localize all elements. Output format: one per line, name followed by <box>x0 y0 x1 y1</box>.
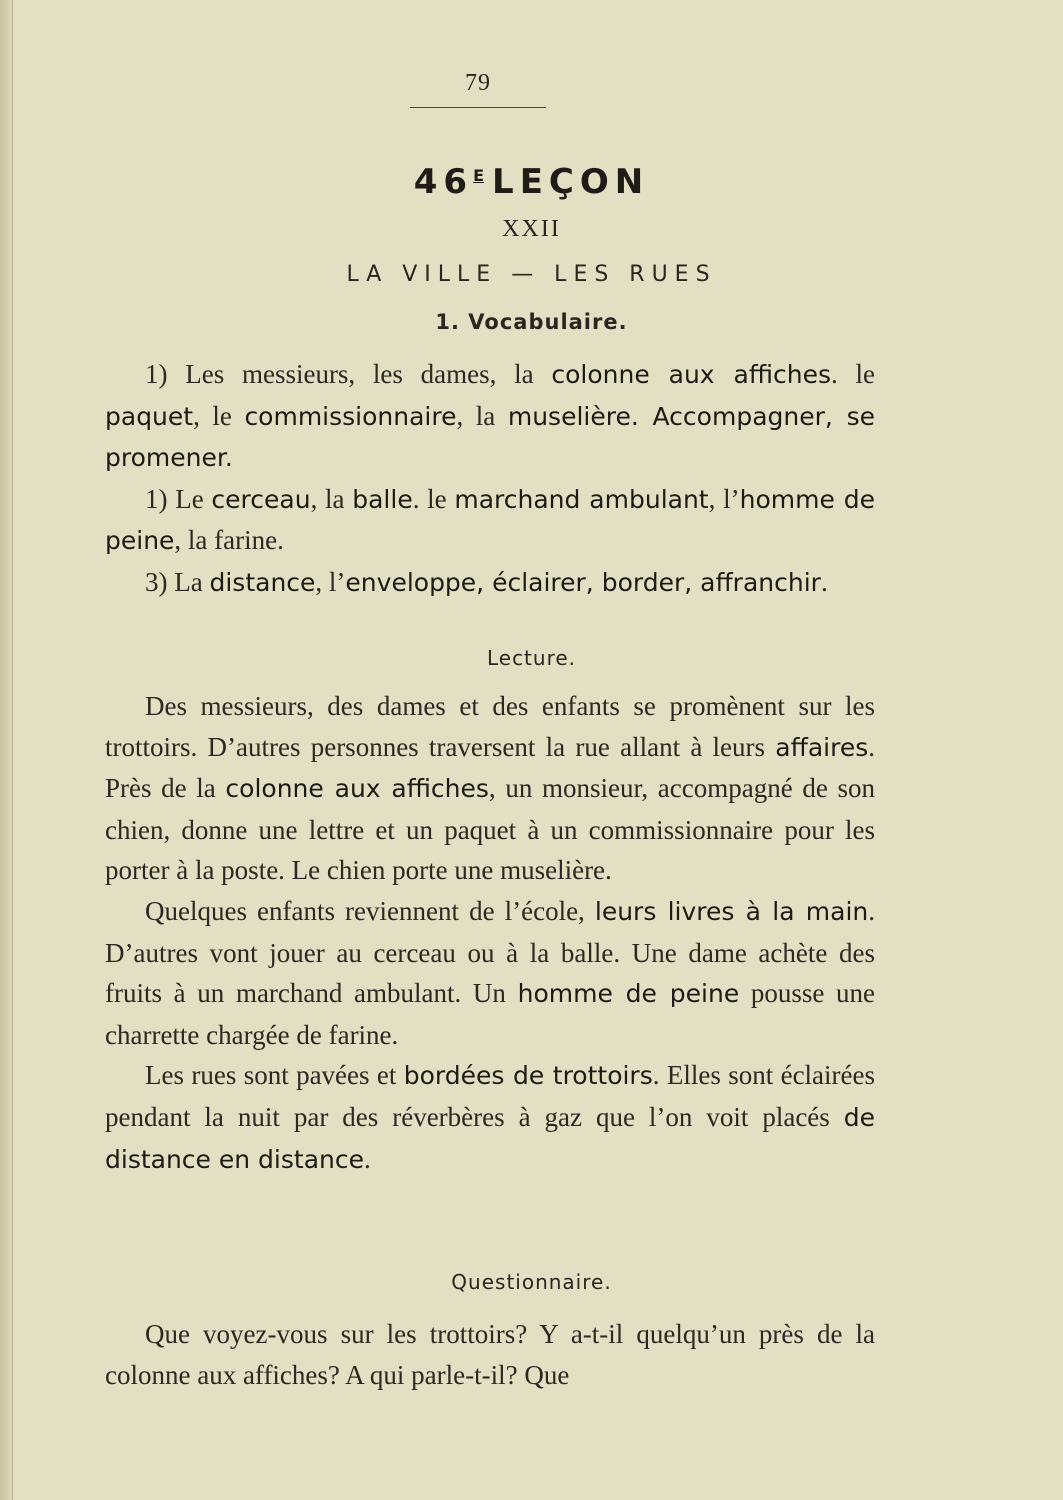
vocabulary-item-number: 1) <box>145 359 168 389</box>
keyword: leurs livres à la main <box>594 896 869 926</box>
keyword: enveloppe, éclairer, border, affranchir <box>345 567 821 597</box>
text-run: pousse une charrette chargée de farine. <box>105 978 875 1050</box>
lecture-paragraph <box>105 891 875 1055</box>
text-run: , l’ <box>315 566 346 597</box>
section-title: LA VILLE — LES RUES <box>346 262 717 287</box>
vocabulary-item <box>105 479 875 562</box>
lecture-paragraph <box>105 1055 875 1180</box>
vocabulary-item <box>105 354 875 479</box>
text-run: Les messieurs, les dames, la <box>167 359 552 389</box>
keyword: affaires <box>775 732 869 762</box>
vocabulary-item <box>105 562 875 604</box>
questionnaire-paragraph <box>105 1314 875 1395</box>
vocabulary-item-number: 3) <box>145 566 168 597</box>
text-run: . Près de la <box>105 731 875 804</box>
text-run: Quelques enfants reviennent de l’école, <box>145 895 595 926</box>
vocabulary-list <box>105 354 875 604</box>
text-run: , le <box>193 400 245 431</box>
text-run: . le <box>412 483 455 514</box>
vocabulary-heading: 1. Vocabulaire. <box>435 310 628 334</box>
text-run: Le <box>167 483 212 514</box>
vocabulary-item-number: 1) <box>145 483 168 514</box>
text-run: . <box>363 1143 371 1174</box>
text-run: , l’ <box>708 483 740 514</box>
keyword: cerceau <box>211 484 311 514</box>
keyword: muselière. Accompagner, se promener. <box>105 401 875 473</box>
lecture-heading: Lecture. <box>486 646 577 670</box>
lesson-roman-numeral: XXII <box>502 216 561 242</box>
text-run: . D’autres vont jouer au cerceau ou à la balle. Une dame achète des fruits à un marchand ambulant. Un <box>105 895 875 1009</box>
lesson-number: 46 <box>413 162 474 202</box>
keyword: colonne aux affiches <box>225 774 489 804</box>
text-run: , la <box>310 483 353 514</box>
keyword: bordées de trottoirs <box>403 1061 653 1091</box>
text-run: , la <box>456 400 508 431</box>
keyword: distance <box>209 567 316 597</box>
lesson-title <box>0 162 1063 202</box>
lecture-text <box>105 686 875 1180</box>
lesson-word: LEÇON <box>492 162 650 202</box>
page-number: 79 <box>410 70 546 108</box>
questionnaire-heading: Questionnaire. <box>451 1270 612 1294</box>
text-run: . le <box>831 359 875 389</box>
text-run: Que voyez-vous sur les trottoirs? Y a-t-il quelqu’un près de la colonne aux affiches? A qui parle-t-il? Que <box>105 1319 875 1390</box>
keyword: homme de peine <box>517 979 740 1009</box>
text-run: , la farine. <box>174 525 284 556</box>
keyword: paquet <box>105 401 194 431</box>
questionnaire-text <box>105 1314 875 1395</box>
keyword: de distance en distance <box>105 1102 875 1174</box>
keyword: marchand ambulant <box>454 484 709 514</box>
text-run: , un monsieur, accompagné de son chien, donne une lettre et un paquet à un commissionnaire pour les porter à la poste. Le chien porte une muselière. <box>105 773 875 886</box>
keyword: homme de peine <box>105 484 875 556</box>
keyword: colonne aux affiches <box>551 360 832 389</box>
text-run: Les rues sont pavées et <box>145 1060 404 1091</box>
keyword: balle <box>352 484 413 514</box>
keyword: commissionnaire <box>244 401 457 431</box>
lecture-paragraph <box>105 686 875 891</box>
text-run: Des messieurs, des dames et des enfants se promènent sur les trottoirs. D’autres personnes traversent la rue allant à leurs <box>105 691 875 762</box>
text-run: . <box>820 566 828 597</box>
lesson-ordinal-suffix: E <box>473 165 485 185</box>
text-run: La <box>167 566 210 597</box>
text-run: . Elles sont éclairées pendant la nuit par des réverbères à gaz que l’on voit placés <box>105 1060 876 1132</box>
